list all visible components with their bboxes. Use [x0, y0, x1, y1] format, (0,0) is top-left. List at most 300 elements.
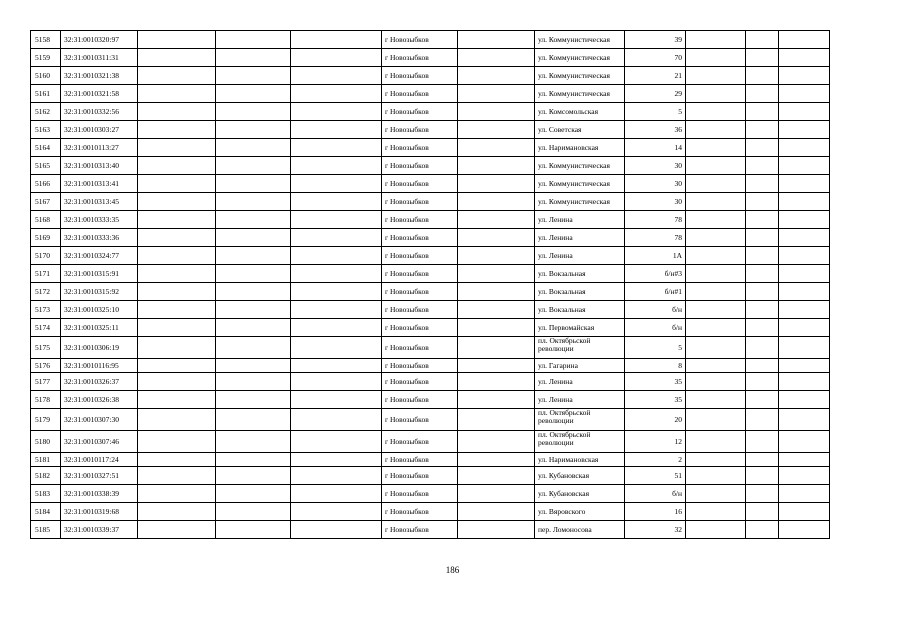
empty-cell: [138, 409, 216, 431]
empty-cell: [458, 193, 535, 211]
city-cell: г Новозыбков: [382, 409, 458, 431]
empty-cell: [746, 139, 779, 157]
empty-cell: [746, 337, 779, 359]
house-number-cell: 29: [625, 85, 686, 103]
empty-cell: [216, 319, 291, 337]
table-row: [31, 453, 830, 467]
empty-cell: [458, 503, 535, 521]
house-number-cell: б/н: [625, 319, 686, 337]
empty-cell: [458, 373, 535, 391]
empty-cell: [216, 211, 291, 229]
table-row: [31, 139, 830, 157]
empty-cell: [779, 193, 830, 211]
empty-cell: [138, 453, 216, 467]
empty-cell: [686, 467, 746, 485]
empty-cell: [686, 453, 746, 467]
empty-cell: [138, 283, 216, 301]
empty-cell: [458, 67, 535, 85]
row-number-cell: 5158: [31, 31, 61, 49]
empty-cell: [216, 265, 291, 283]
house-number-cell: 30: [625, 193, 686, 211]
street-cell: ул. Ленина: [535, 373, 625, 391]
street-cell: ул. Кубановская: [535, 467, 625, 485]
row-number-cell: 5176: [31, 359, 61, 373]
empty-cell: [458, 229, 535, 247]
empty-cell: [779, 337, 830, 359]
empty-cell: [686, 409, 746, 431]
empty-cell: [686, 247, 746, 265]
row-number-cell: 5166: [31, 175, 61, 193]
empty-cell: [746, 121, 779, 139]
house-number-cell: 36: [625, 121, 686, 139]
empty-cell: [746, 359, 779, 373]
empty-cell: [138, 103, 216, 121]
empty-cell: [458, 157, 535, 175]
city-cell: г Новозыбков: [382, 247, 458, 265]
row-number-cell: 5174: [31, 319, 61, 337]
empty-cell: [686, 265, 746, 283]
table-row: [31, 337, 830, 359]
empty-cell: [746, 85, 779, 103]
empty-cell: [779, 247, 830, 265]
house-number-cell: 35: [625, 391, 686, 409]
row-number-cell: 5159: [31, 49, 61, 67]
street-cell: ул. Комсомольская: [535, 103, 625, 121]
empty-cell: [779, 139, 830, 157]
empty-cell: [746, 193, 779, 211]
city-cell: г Новозыбков: [382, 283, 458, 301]
empty-cell: [291, 67, 382, 85]
empty-cell: [746, 409, 779, 431]
empty-cell: [216, 157, 291, 175]
empty-cell: [779, 453, 830, 467]
empty-cell: [216, 49, 291, 67]
city-cell: г Новозыбков: [382, 193, 458, 211]
empty-cell: [779, 211, 830, 229]
house-number-cell: 14: [625, 139, 686, 157]
empty-cell: [686, 229, 746, 247]
city-cell: г Новозыбков: [382, 265, 458, 283]
empty-cell: [138, 85, 216, 103]
empty-cell: [458, 103, 535, 121]
empty-cell: [291, 373, 382, 391]
row-number-cell: 5181: [31, 453, 61, 467]
table-row: [31, 85, 830, 103]
empty-cell: [779, 67, 830, 85]
empty-cell: [686, 67, 746, 85]
city-cell: г Новозыбков: [382, 521, 458, 539]
empty-cell: [686, 85, 746, 103]
cadastral-number-cell: 32:31:0010338:39: [61, 485, 138, 503]
row-number-cell: 5163: [31, 121, 61, 139]
city-cell: г Новозыбков: [382, 121, 458, 139]
cadastral-number-cell: 32:31:0010327:51: [61, 467, 138, 485]
empty-cell: [746, 391, 779, 409]
street-cell: ул. Коммунистическая: [535, 31, 625, 49]
empty-cell: [291, 31, 382, 49]
street-cell: ул. Вокзальная: [535, 265, 625, 283]
empty-cell: [291, 337, 382, 359]
empty-cell: [138, 67, 216, 85]
table-row: [31, 157, 830, 175]
empty-cell: [291, 319, 382, 337]
empty-cell: [686, 301, 746, 319]
empty-cell: [686, 391, 746, 409]
empty-cell: [138, 359, 216, 373]
empty-cell: [458, 49, 535, 67]
street-cell: пл. Октябрьской революции: [535, 431, 625, 453]
empty-cell: [779, 319, 830, 337]
empty-cell: [686, 139, 746, 157]
row-number-cell: 5167: [31, 193, 61, 211]
empty-cell: [138, 229, 216, 247]
empty-cell: [291, 485, 382, 503]
empty-cell: [746, 175, 779, 193]
house-number-cell: 1А: [625, 247, 686, 265]
empty-cell: [779, 283, 830, 301]
empty-cell: [138, 521, 216, 539]
empty-cell: [686, 49, 746, 67]
row-number-cell: 5168: [31, 211, 61, 229]
table-row: [31, 283, 830, 301]
empty-cell: [779, 49, 830, 67]
page-number: 186: [445, 565, 460, 575]
street-cell: пл. Октябрьской революции: [535, 337, 625, 359]
empty-cell: [291, 139, 382, 157]
table-row: [31, 391, 830, 409]
city-cell: г Новозыбков: [382, 229, 458, 247]
empty-cell: [746, 485, 779, 503]
empty-cell: [216, 391, 291, 409]
empty-cell: [216, 121, 291, 139]
empty-cell: [779, 485, 830, 503]
city-cell: г Новозыбков: [382, 391, 458, 409]
city-cell: г Новозыбков: [382, 49, 458, 67]
empty-cell: [458, 337, 535, 359]
city-cell: г Новозыбков: [382, 319, 458, 337]
empty-cell: [779, 265, 830, 283]
table-row: [31, 175, 830, 193]
table-row: [31, 521, 830, 539]
empty-cell: [686, 373, 746, 391]
empty-cell: [216, 139, 291, 157]
street-cell: ул. Ленина: [535, 211, 625, 229]
empty-cell: [779, 157, 830, 175]
empty-cell: [779, 431, 830, 453]
cadastral-number-cell: 32:31:0010116:95: [61, 359, 138, 373]
empty-cell: [458, 301, 535, 319]
city-cell: г Новозыбков: [382, 85, 458, 103]
empty-cell: [291, 49, 382, 67]
empty-cell: [779, 31, 830, 49]
house-number-cell: 35: [625, 373, 686, 391]
empty-cell: [779, 121, 830, 139]
city-cell: г Новозыбков: [382, 211, 458, 229]
street-cell: ул. Вяровского: [535, 503, 625, 521]
city-cell: г Новозыбков: [382, 31, 458, 49]
empty-cell: [458, 359, 535, 373]
empty-cell: [291, 247, 382, 265]
row-number-cell: 5175: [31, 337, 61, 359]
empty-cell: [458, 175, 535, 193]
empty-cell: [216, 247, 291, 265]
empty-cell: [746, 67, 779, 85]
row-number-cell: 5183: [31, 485, 61, 503]
house-number-cell: б/н#3: [625, 265, 686, 283]
empty-cell: [458, 453, 535, 467]
empty-cell: [291, 409, 382, 431]
empty-cell: [138, 301, 216, 319]
row-number-cell: 5160: [31, 67, 61, 85]
table-row: [31, 359, 830, 373]
empty-cell: [216, 85, 291, 103]
empty-cell: [779, 85, 830, 103]
row-number-cell: 5165: [31, 157, 61, 175]
cadastral-number-cell: 32:31:0010320:97: [61, 31, 138, 49]
empty-cell: [291, 391, 382, 409]
empty-cell: [291, 193, 382, 211]
row-number-cell: 5171: [31, 265, 61, 283]
empty-cell: [138, 431, 216, 453]
row-number-cell: 5170: [31, 247, 61, 265]
cadastral-number-cell: 32:31:0010332:56: [61, 103, 138, 121]
cadastral-number-cell: 32:31:0010306:19: [61, 337, 138, 359]
empty-cell: [216, 485, 291, 503]
house-number-cell: 5: [625, 337, 686, 359]
empty-cell: [216, 67, 291, 85]
house-number-cell: б/н: [625, 301, 686, 319]
street-cell: ул. Коммунистическая: [535, 67, 625, 85]
row-number-cell: 5184: [31, 503, 61, 521]
cadastral-number-cell: 32:31:0010339:37: [61, 521, 138, 539]
street-cell: ул. Коммунистическая: [535, 157, 625, 175]
table-row: [31, 193, 830, 211]
empty-cell: [291, 121, 382, 139]
table-row: [31, 265, 830, 283]
empty-cell: [746, 157, 779, 175]
row-number-cell: 5162: [31, 103, 61, 121]
empty-cell: [216, 431, 291, 453]
empty-cell: [746, 211, 779, 229]
empty-cell: [779, 103, 830, 121]
table-body: [31, 31, 830, 539]
city-cell: г Новозыбков: [382, 453, 458, 467]
empty-cell: [138, 175, 216, 193]
empty-cell: [458, 85, 535, 103]
table-row: [31, 211, 830, 229]
street-cell: ул. Коммунистическая: [535, 175, 625, 193]
row-number-cell: 5173: [31, 301, 61, 319]
empty-cell: [291, 229, 382, 247]
city-cell: г Новозыбков: [382, 103, 458, 121]
table-row: [31, 121, 830, 139]
cadastral-number-cell: 32:31:0010313:45: [61, 193, 138, 211]
street-cell: пер. Ломоносова: [535, 521, 625, 539]
empty-cell: [216, 373, 291, 391]
cadastral-number-cell: 32:31:0010321:58: [61, 85, 138, 103]
empty-cell: [216, 175, 291, 193]
cadastral-number-cell: 32:31:0010321:38: [61, 67, 138, 85]
empty-cell: [216, 453, 291, 467]
empty-cell: [779, 409, 830, 431]
street-cell: ул. Наримановская: [535, 453, 625, 467]
row-number-cell: 5182: [31, 467, 61, 485]
empty-cell: [779, 467, 830, 485]
street-cell: ул. Коммунистическая: [535, 85, 625, 103]
house-number-cell: 8: [625, 359, 686, 373]
empty-cell: [458, 265, 535, 283]
row-number-cell: 5178: [31, 391, 61, 409]
empty-cell: [458, 521, 535, 539]
house-number-cell: б/н: [625, 485, 686, 503]
empty-cell: [216, 409, 291, 431]
row-number-cell: 5177: [31, 373, 61, 391]
property-table: [30, 30, 830, 539]
cadastral-number-cell: 32:31:0010117:24: [61, 453, 138, 467]
empty-cell: [138, 31, 216, 49]
empty-cell: [458, 431, 535, 453]
empty-cell: [138, 373, 216, 391]
empty-cell: [216, 359, 291, 373]
empty-cell: [458, 211, 535, 229]
empty-cell: [138, 485, 216, 503]
empty-cell: [746, 521, 779, 539]
street-cell: ул. Ленина: [535, 247, 625, 265]
empty-cell: [686, 193, 746, 211]
cadastral-number-cell: 32:31:0010325:11: [61, 319, 138, 337]
house-number-cell: 70: [625, 49, 686, 67]
street-cell: ул. Наримановская: [535, 139, 625, 157]
table-row: [31, 301, 830, 319]
empty-cell: [686, 211, 746, 229]
empty-cell: [686, 121, 746, 139]
house-number-cell: 39: [625, 31, 686, 49]
table-row: [31, 67, 830, 85]
street-cell: ул. Советская: [535, 121, 625, 139]
empty-cell: [458, 283, 535, 301]
city-cell: г Новозыбков: [382, 467, 458, 485]
empty-cell: [779, 503, 830, 521]
empty-cell: [686, 31, 746, 49]
city-cell: г Новозыбков: [382, 373, 458, 391]
cadastral-number-cell: 32:31:0010319:68: [61, 503, 138, 521]
empty-cell: [779, 391, 830, 409]
empty-cell: [216, 337, 291, 359]
empty-cell: [458, 139, 535, 157]
table-row: [31, 373, 830, 391]
empty-cell: [138, 319, 216, 337]
empty-cell: [458, 121, 535, 139]
table-row: [31, 319, 830, 337]
street-cell: ул. Первомайская: [535, 319, 625, 337]
empty-cell: [138, 157, 216, 175]
row-number-cell: 5185: [31, 521, 61, 539]
house-number-cell: 30: [625, 175, 686, 193]
empty-cell: [216, 193, 291, 211]
empty-cell: [779, 521, 830, 539]
empty-cell: [746, 301, 779, 319]
empty-cell: [138, 337, 216, 359]
empty-cell: [138, 247, 216, 265]
empty-cell: [686, 337, 746, 359]
city-cell: г Новозыбков: [382, 337, 458, 359]
empty-cell: [291, 103, 382, 121]
empty-cell: [138, 467, 216, 485]
cadastral-number-cell: 32:31:0010311:31: [61, 49, 138, 67]
empty-cell: [686, 103, 746, 121]
empty-cell: [458, 31, 535, 49]
empty-cell: [138, 503, 216, 521]
empty-cell: [216, 283, 291, 301]
empty-cell: [746, 265, 779, 283]
table-row: [31, 431, 830, 453]
empty-cell: [291, 431, 382, 453]
empty-cell: [779, 373, 830, 391]
table-row: [31, 229, 830, 247]
cadastral-number-cell: 32:31:0010113:27: [61, 139, 138, 157]
empty-cell: [291, 521, 382, 539]
empty-cell: [746, 283, 779, 301]
empty-cell: [291, 175, 382, 193]
empty-cell: [458, 485, 535, 503]
empty-cell: [779, 359, 830, 373]
empty-cell: [746, 247, 779, 265]
house-number-cell: 78: [625, 229, 686, 247]
cadastral-number-cell: 32:31:0010313:40: [61, 157, 138, 175]
row-number-cell: 5164: [31, 139, 61, 157]
city-cell: г Новозыбков: [382, 139, 458, 157]
empty-cell: [458, 391, 535, 409]
table-row: [31, 485, 830, 503]
empty-cell: [138, 193, 216, 211]
cadastral-number-cell: 32:31:0010313:41: [61, 175, 138, 193]
street-cell: пл. Октябрьской революции: [535, 409, 625, 431]
house-number-cell: 5: [625, 103, 686, 121]
cadastral-number-cell: 32:31:0010303:27: [61, 121, 138, 139]
empty-cell: [779, 175, 830, 193]
table-row: [31, 409, 830, 431]
cadastral-number-cell: 32:31:0010326:38: [61, 391, 138, 409]
empty-cell: [138, 121, 216, 139]
street-cell: ул. Вокзальная: [535, 301, 625, 319]
empty-cell: [746, 229, 779, 247]
house-number-cell: 2: [625, 453, 686, 467]
empty-cell: [216, 503, 291, 521]
empty-cell: [138, 49, 216, 67]
empty-cell: [686, 283, 746, 301]
cadastral-number-cell: 32:31:0010324:77: [61, 247, 138, 265]
empty-cell: [779, 229, 830, 247]
empty-cell: [746, 319, 779, 337]
table-row: [31, 103, 830, 121]
street-cell: ул. Ленина: [535, 391, 625, 409]
city-cell: г Новозыбков: [382, 301, 458, 319]
row-number-cell: 5172: [31, 283, 61, 301]
street-cell: ул. Гагарина: [535, 359, 625, 373]
empty-cell: [216, 521, 291, 539]
table-row: [31, 49, 830, 67]
house-number-cell: 30: [625, 157, 686, 175]
empty-cell: [291, 467, 382, 485]
empty-cell: [686, 485, 746, 503]
empty-cell: [746, 49, 779, 67]
empty-cell: [138, 391, 216, 409]
empty-cell: [458, 409, 535, 431]
empty-cell: [686, 521, 746, 539]
street-cell: ул. Ленина: [535, 229, 625, 247]
street-cell: ул. Коммунистическая: [535, 193, 625, 211]
row-number-cell: 5180: [31, 431, 61, 453]
